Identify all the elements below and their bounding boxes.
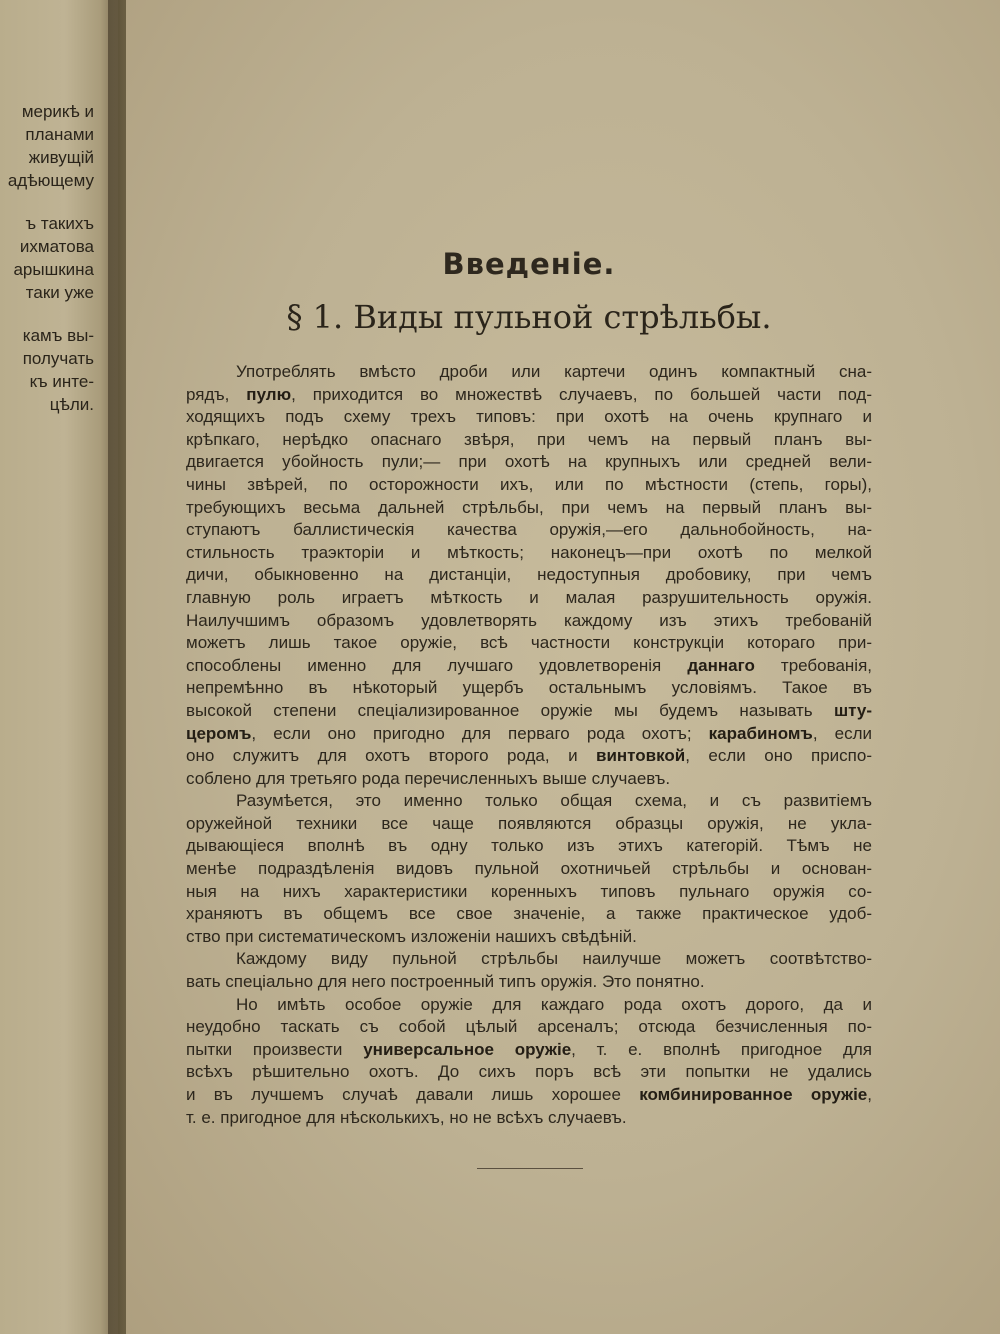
- emphasized-term: комбинированное оружіе: [639, 1085, 868, 1104]
- line-gap: [8, 304, 94, 324]
- text-line: [186, 971, 872, 994]
- text-run: всѣхъ рѣшительно охотъ. До сихъ поръ всѣ эти попытки не удались: [186, 1062, 872, 1082]
- paragraph: [186, 790, 872, 948]
- closing-rule: [477, 1168, 583, 1169]
- text-run: дывающіеся вполнѣ въ одну только изъ этихъ категорій. Тѣмъ не: [186, 836, 872, 856]
- text-run: непремѣнно въ нѣкоторый ущербъ остальнымъ условіямъ. Такое въ: [186, 678, 872, 698]
- text-line: [186, 948, 872, 971]
- text-run: храняютъ въ общемъ все свое значеніе, а также практическое удоб-: [186, 904, 872, 924]
- text-line: [186, 610, 872, 633]
- text-run: требующихъ весьма дальней стрѣльбы, при чемъ на первый планъ вы-: [186, 497, 872, 517]
- text-run: , если оно приспо-: [685, 746, 872, 766]
- previous-page-line: камъ вы-: [22, 326, 94, 345]
- text-run: рядъ,: [186, 384, 247, 404]
- text-line: [186, 519, 872, 542]
- text-run: крѣпкаго, нерѣдко опаснаго звѣря, при чемъ на первый планъ вы-: [186, 429, 872, 449]
- text-run: соблено для третьяго рода перечисленныхъ выше случаевъ.: [186, 768, 671, 788]
- text-run: пытки произвести: [186, 1039, 364, 1059]
- text-line: [186, 790, 872, 813]
- text-run: , если оно пригодно для перваго рода охотъ;: [251, 723, 709, 743]
- text-run: Но имѣть особое оружіе для каждаго рода охотъ дорого, да и: [236, 994, 872, 1014]
- text-line: [186, 451, 872, 474]
- text-run: неудобно таскать съ собой цѣлый арсеналъ; отсюда безчисленныя по-: [186, 1017, 872, 1037]
- text-line: [186, 903, 872, 926]
- text-run: можетъ лишь такое оружіе, всѣ частности конструкціи котораго при-: [186, 633, 872, 653]
- text-line: [186, 1061, 872, 1084]
- text-run: главную роль играетъ мѣткость и малая разрушительность оружія.: [186, 587, 872, 607]
- text-line: [186, 564, 872, 587]
- text-line: [186, 632, 872, 655]
- emphasized-term: даннаго: [687, 655, 755, 675]
- emphasized-term: церомъ: [186, 723, 252, 743]
- text-line: [186, 542, 872, 565]
- text-line: [186, 994, 872, 1017]
- text-run: требованія,: [754, 655, 873, 675]
- text-line: [186, 1016, 872, 1039]
- text-line: [186, 677, 872, 700]
- emphasized-term: универсальное оружіе: [363, 1039, 572, 1059]
- previous-page-line: таки уже: [25, 283, 94, 302]
- previous-page-line: адѣющему: [7, 171, 94, 190]
- text-run: стильность траэкторіи и мѣткость; наконецъ—при охотѣ по мелкой: [186, 542, 872, 562]
- text-run: , если: [812, 723, 872, 743]
- text-line: [186, 655, 872, 678]
- text-run: Наилучшимъ образомъ удовлетворять каждому изъ этихъ требованій: [186, 610, 872, 630]
- text-run: ныя на нихъ характеристики коренныхъ типовъ пульнаго оружія со-: [186, 881, 872, 901]
- text-run: ступаютъ баллистическія качества оружія,—его дальнобойность, на-: [186, 520, 872, 540]
- text-line: [186, 835, 872, 858]
- text-run: ,: [867, 1085, 872, 1104]
- chapter-heading: Введеніе.: [442, 247, 616, 281]
- text-line: [186, 406, 872, 429]
- paragraph: [186, 994, 872, 1130]
- text-line: [186, 429, 872, 452]
- text-line: [186, 1039, 872, 1062]
- text-line: [186, 587, 872, 610]
- previous-page-text: [8, 100, 94, 416]
- text-run: Каждому виду пульной стрѣльбы наилучше можетъ соотвѣтство-: [236, 949, 872, 969]
- text-line: [186, 881, 872, 904]
- text-run: чины звѣрей, по осторожности ихъ, или по мѣстности (степь, горы),: [186, 474, 872, 494]
- previous-page-line: цѣли.: [49, 395, 94, 414]
- previous-page-line: планами: [25, 125, 94, 144]
- emphasized-term: шту-: [833, 700, 872, 720]
- text-run: двигается убойность пули;— при охотѣ на крупныхъ или средней вели-: [186, 452, 872, 472]
- text-line: [186, 926, 872, 949]
- previous-page-line: живущій: [28, 148, 94, 167]
- text-run: оно служитъ для охотъ второго рода, и: [186, 746, 597, 766]
- emphasized-term: карабиномъ: [708, 723, 813, 743]
- paragraph: [186, 948, 872, 993]
- text-run: Разумѣется, это именно только общая схема, и съ развитіемъ: [236, 791, 872, 811]
- text-line: [186, 768, 872, 791]
- paragraph: [186, 361, 872, 790]
- text-line: [186, 384, 872, 407]
- previous-page-line: получать: [22, 349, 94, 368]
- text-run: , приходится во множествѣ случаевъ, по большей части под-: [291, 384, 872, 404]
- text-run: оружейной техники все чаще появляются образцы оружія, не укла-: [186, 813, 872, 833]
- previous-page-line: мерикѣ и: [21, 102, 94, 121]
- text-run: дичи, обыкновенно на дистанціи, недоступныя дробовику, при чемъ: [186, 565, 872, 585]
- text-run: Употреблять вмѣсто дроби или картечи одинъ компактный сна-: [236, 362, 872, 381]
- text-run: и въ лучшемъ случаѣ давали лишь хорошее: [186, 1085, 640, 1104]
- text-line: [186, 858, 872, 881]
- text-line: [186, 1084, 872, 1107]
- text-run: ство при систематическомъ изложеніи нашихъ свѣдѣній.: [186, 926, 637, 946]
- emphasized-term: винтовкой: [596, 746, 686, 766]
- text-line: [186, 745, 872, 768]
- section-heading: § 1. Виды пульной стрѣльбы.: [286, 298, 772, 336]
- previous-page-line: арышкина: [13, 260, 94, 279]
- text-line: [186, 1107, 872, 1130]
- text-run: вать спеціально для него построенный типъ оружія. Это понятно.: [186, 972, 705, 992]
- text-line: [186, 361, 872, 384]
- previous-page-line: къ инте-: [29, 372, 94, 391]
- text-line: [186, 700, 872, 723]
- previous-page-line: ъ такихъ: [25, 214, 94, 233]
- text-line: [186, 723, 872, 746]
- text-run: , т. е. вполнѣ пригодное для: [571, 1039, 873, 1059]
- text-line: [186, 474, 872, 497]
- previous-page-line: ихматова: [19, 237, 94, 256]
- previous-page-edge: [0, 0, 118, 1334]
- emphasized-term: пулю: [246, 384, 292, 404]
- main-page-content: [186, 245, 872, 1129]
- text-run: способлены именно для лучшаго удовлетворенія: [186, 655, 688, 675]
- body-text: [186, 361, 872, 1129]
- text-run: менѣе подраздѣленія видовъ пульной охотничьей стрѣльбы и основан-: [186, 859, 872, 879]
- text-run: высокой степени спеціализированное оружіе мы будемъ называть: [186, 700, 834, 720]
- text-line: [186, 813, 872, 836]
- text-run: т. е. пригодное для нѣсколькихъ, но не всѣхъ случаевъ.: [186, 1107, 627, 1127]
- text-run: ходящихъ подъ схему трехъ типовъ: при охотѣ на очень крупнаго и: [186, 407, 872, 427]
- line-gap: [8, 192, 94, 212]
- text-line: [186, 497, 872, 520]
